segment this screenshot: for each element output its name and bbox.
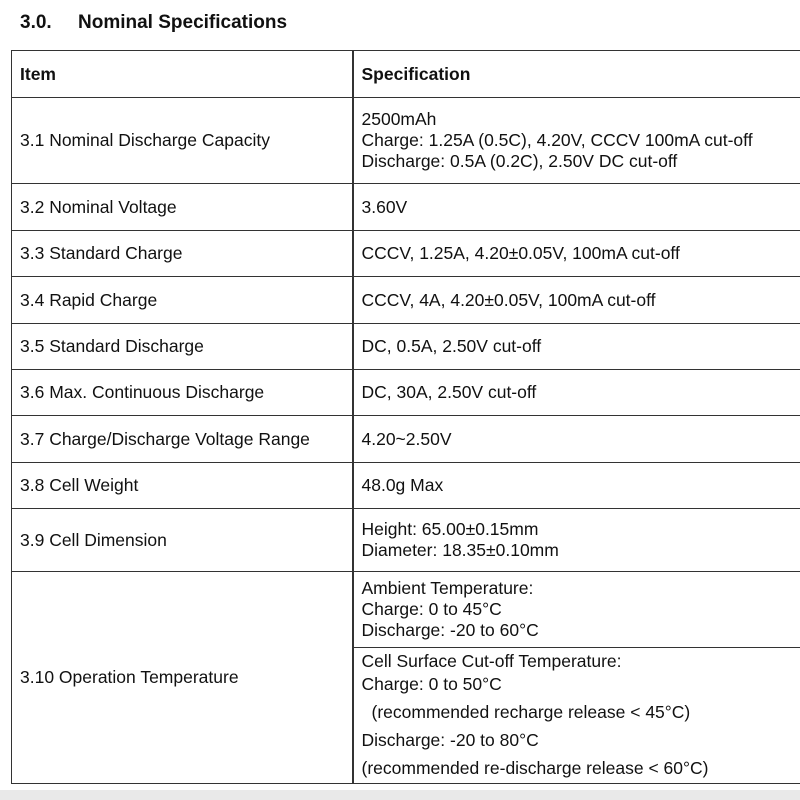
- spec-line: 2500mAh: [361, 109, 437, 129]
- row-spec: [353, 98, 800, 184]
- row-spec: 48.0g Max: [353, 463, 800, 509]
- surface-discharge-note: (recommended re-discharge release < 60°C): [361, 757, 709, 778]
- row-item: 3.3 Standard Charge: [12, 231, 353, 277]
- row-item: 3.2 Nominal Voltage: [12, 184, 353, 231]
- surface-discharge: Discharge: -20 to 80°C: [361, 729, 539, 750]
- header-specification: Specification: [353, 51, 800, 98]
- row-item: 3.5 Standard Discharge: [12, 324, 353, 370]
- section-title: Nominal Specifications: [78, 12, 288, 33]
- spec-line: Height: 65.00±0.15mm: [361, 519, 539, 539]
- spec-line: Diameter: 18.35±0.10mm: [361, 540, 559, 560]
- page-bottom-band: [0, 790, 800, 800]
- row-spec: 3.60V: [353, 184, 800, 231]
- table-row: [12, 370, 800, 416]
- operation-temperature-row: [12, 572, 800, 784]
- row-item: 3.7 Charge/Discharge Voltage Range: [12, 416, 353, 463]
- row-spec: CCCV, 1.25A, 4.20±0.05V, 100mA cut-off: [353, 231, 800, 277]
- table-row: [12, 184, 800, 231]
- table-row: [12, 231, 800, 277]
- row-item: 3.9 Cell Dimension: [12, 509, 353, 572]
- row-spec: DC, 30A, 2.50V cut-off: [353, 370, 800, 416]
- spec-line: Charge: 1.25A (0.5C), 4.20V, CCCV 100mA cut-off: [361, 130, 753, 150]
- table-row: [12, 463, 800, 509]
- row-spec: DC, 0.5A, 2.50V cut-off: [353, 324, 800, 370]
- surface-cutoff-block: [354, 648, 800, 780]
- surface-title: Cell Surface Cut-off Temperature:: [361, 650, 622, 671]
- ambient-temperature-block: [354, 576, 800, 648]
- ambient-title: Ambient Temperature:: [361, 577, 534, 598]
- row-spec: CCCV, 4A, 4.20±0.05V, 100mA cut-off: [353, 277, 800, 324]
- row-item: 3.6 Max. Continuous Discharge: [12, 370, 353, 416]
- nominal-specifications-table: [11, 50, 800, 784]
- operation-temperature-spec: [353, 572, 800, 784]
- row-spec: 4.20~2.50V: [353, 416, 800, 463]
- section-number: 3.0.: [20, 12, 52, 33]
- row-item: 3.1 Nominal Discharge Capacity: [12, 98, 353, 184]
- section-heading: [20, 12, 287, 34]
- table-row: [12, 98, 800, 184]
- row-item: 3.4 Rapid Charge: [12, 277, 353, 324]
- header-item: Item: [12, 51, 353, 98]
- row-item: 3.10 Operation Temperature: [12, 572, 353, 784]
- table-row: [12, 277, 800, 324]
- table-row: [12, 416, 800, 463]
- ambient-discharge: Discharge: -20 to 60°C: [361, 619, 539, 640]
- spec-line: Discharge: 0.5A (0.2C), 2.50V DC cut-off: [361, 151, 678, 171]
- table-header-row: [12, 51, 800, 98]
- surface-charge: Charge: 0 to 50°C: [361, 673, 502, 694]
- table-row: [12, 324, 800, 370]
- row-spec: [353, 509, 800, 572]
- ambient-charge: Charge: 0 to 45°C: [361, 598, 502, 619]
- surface-charge-note: (recommended recharge release < 45°C): [371, 701, 691, 722]
- row-item: 3.8 Cell Weight: [12, 463, 353, 509]
- table-row: [12, 509, 800, 572]
